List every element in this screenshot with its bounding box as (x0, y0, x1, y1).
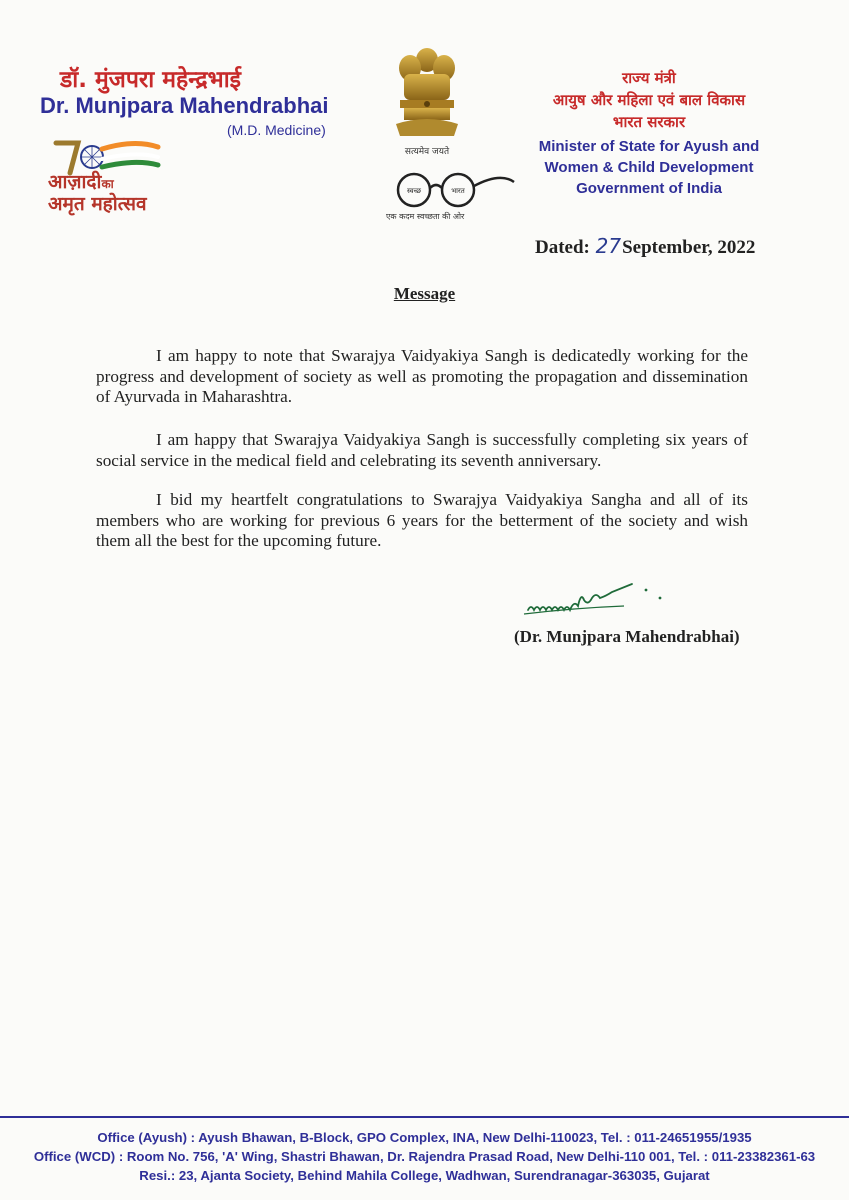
swachh-bharat-spectacles-icon (382, 168, 522, 208)
footer-residence: Resi.: 23, Ajanta Society, Behind Mahila College, Wadhwan, Surendranagar-363035, Gujarat (139, 1168, 710, 1183)
paragraph-text: I am happy that Swarajya Vaidyakiya Sangh is successfully completing six years of social service in the medical field and celebrating its seventh anniversary. (96, 430, 748, 470)
handwritten-signature (514, 576, 674, 624)
footer-office-wcd: Office (WCD) : Room No. 756, 'A' Wing, Shastri Bhawan, Dr. Rajendra Prasad Road, New Delhi-110 001, Tel. : 011-23382361-63 (33, 1149, 816, 1164)
amrit-mahotsav-text (48, 172, 147, 214)
swachh-tagline: एक कदम स्वच्छता की ओर (386, 212, 465, 221)
footer-office-ayush: Office (Ayush) : Ayush Bhawan, B-Block, GPO Complex, INA, New Delhi-110023, Tel. : 011-24651955/1935 (97, 1130, 752, 1145)
ministry-hindi: आयुष और महिला एवं बाल विकास (552, 91, 746, 109)
date-day-handwritten: 27 (595, 234, 622, 258)
message-paragraph-2 (96, 430, 748, 471)
footer-divider (0, 1116, 849, 1118)
qualification: (M.D. Medicine) (227, 122, 326, 138)
amrit-line2: अमृत महोत्सव (48, 193, 147, 215)
govt-english: Government of India (576, 180, 722, 197)
date-month-year: September, 2022 (622, 237, 756, 258)
footer-addresses (0, 1128, 849, 1185)
swachh-right-text: भारत (451, 187, 465, 195)
name-hindi: डॉ. मुंजपरा महेन्द्रभाई (60, 67, 241, 93)
message-paragraph-1 (96, 346, 748, 408)
title-english: Minister of State for Ayush and (538, 138, 760, 155)
amrit-line1: आज़ादी (48, 171, 102, 193)
ministry-block (509, 67, 789, 199)
amrit-line1-small: का (101, 177, 114, 191)
swachh-left-text: स्वच्छ (406, 187, 422, 195)
name-english: Dr. Munjpara Mahendrabhai (40, 93, 329, 118)
emblem-motto: सत्यमेव जयते (404, 147, 450, 157)
signatory-name: (Dr. Munjpara Mahendrabhai) (514, 627, 740, 646)
message-heading: Message (393, 284, 456, 303)
paragraph-text: I bid my heartfelt congratulations to Swarajya Vaidyakiya Sangha and all of its members who are working for previous 6 years for the betterment of the society and wish them all the best for the upcoming future. (96, 490, 748, 550)
title-hindi: राज्य मंत्री (622, 69, 676, 87)
national-emblem-icon (392, 44, 462, 140)
govt-hindi: भारत सरकार (612, 113, 686, 131)
message-paragraph-3 (96, 490, 748, 552)
date-label: Dated: (535, 237, 590, 258)
letter-date (535, 234, 755, 259)
paragraph-text: I am happy to note that Swarajya Vaidyakiya Sangh is dedicatedly working for the progress and development of society as well as promoting the propagation and dissemination of Ayurvada in Maharashtra. (96, 346, 748, 406)
ministry-english: Women & Child Development (544, 159, 754, 176)
